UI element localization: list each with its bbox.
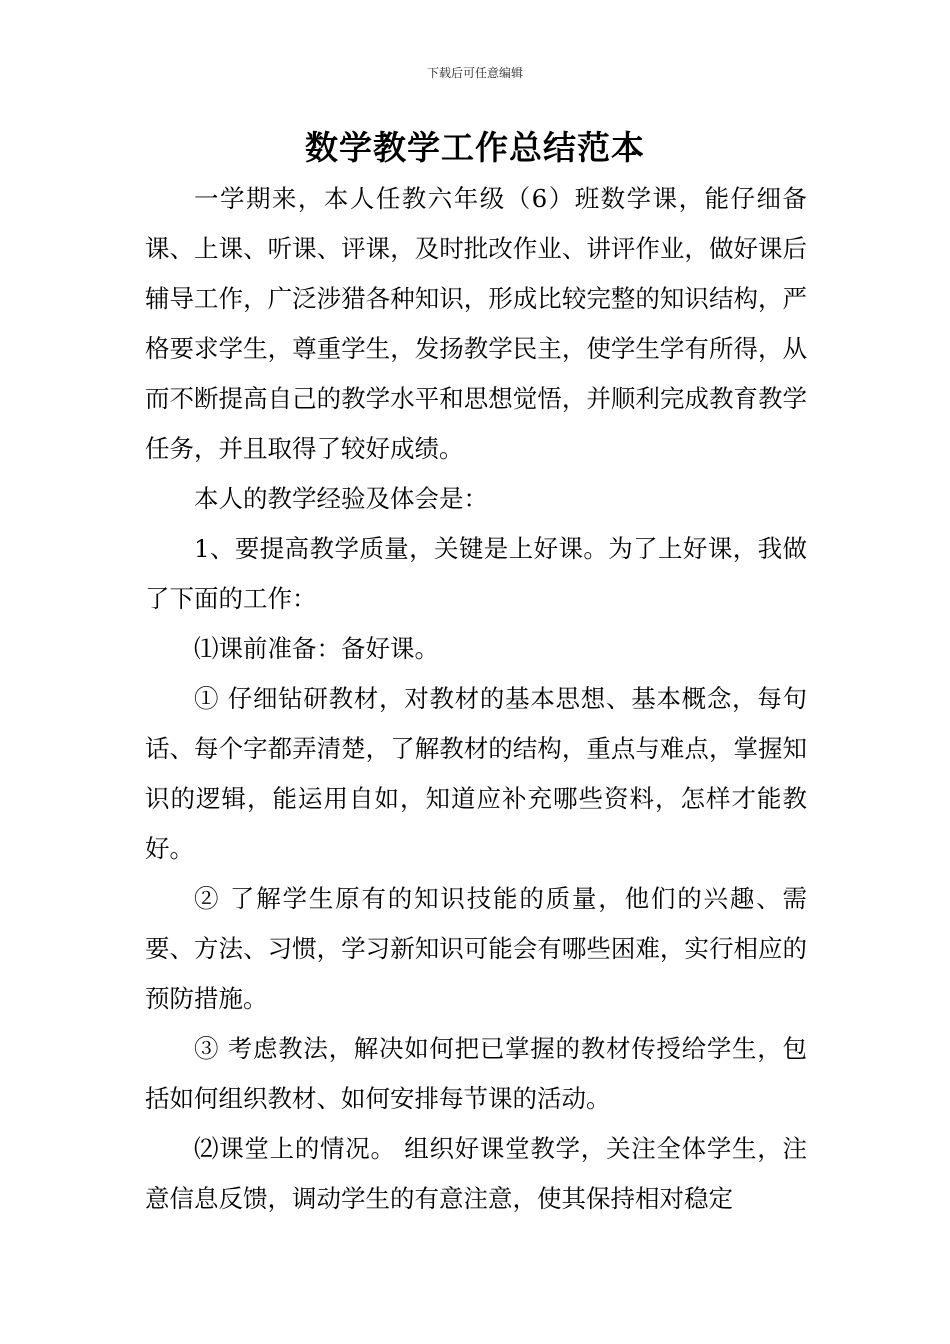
paragraph-subpoint-1: ⑴课前准备：备好课。	[194, 634, 439, 663]
paragraph-item-1: ① 仔细钻研教材，对教材的基本思想、基本概念，每句话、每个字都弄清楚，了解教材的结构，重点与难点，掌握知识的逻辑，能运用自如，知道应补充哪些资料，怎样才能教好。	[145, 684, 807, 863]
paragraph-experience-heading: 本人的教学经验及体会是：	[194, 484, 488, 513]
paragraph-intro: 一学期来，本人任教六年级（6）班数学课，能仔细备课、上课、听课、评课，及时批改作业、讲评作业，做好课后辅导工作，广泛涉猎各种知识，形成比较完整的知识结构，严格要求学生，尊重学生，发扬教学民主，使学生学有所得，从而不断提高自己的教学水平和思想觉悟，并顺利完成教育教学任务，并且取得了较好成绩。	[145, 184, 807, 463]
paragraph-item-3: ③ 考虑教法，解决如何把已掌握的教材传授给学生，包括如何组织教材、如何安排每节课的活动。	[145, 1034, 807, 1113]
document-body	[145, 174, 807, 1224]
paragraph-point-1: 1、要提高教学质量，关键是上好课。为了上好课，我做了下面的工作：	[145, 534, 807, 613]
document-title: 数学教学工作总结范本	[305, 128, 645, 167]
paragraph-item-2: ② 了解学生原有的知识技能的质量，他们的兴趣、需要、方法、习惯，学习新知识可能会有哪些困难，实行相应的预防措施。	[145, 884, 807, 1013]
paragraph-subpoint-2: ⑵课堂上的情况。 组织好课堂教学，关注全体学生，注意信息反馈，调动学生的有意注意，使其保持相对稳定	[145, 1134, 807, 1213]
header-note: 下载后可任意编辑	[426, 66, 523, 80]
